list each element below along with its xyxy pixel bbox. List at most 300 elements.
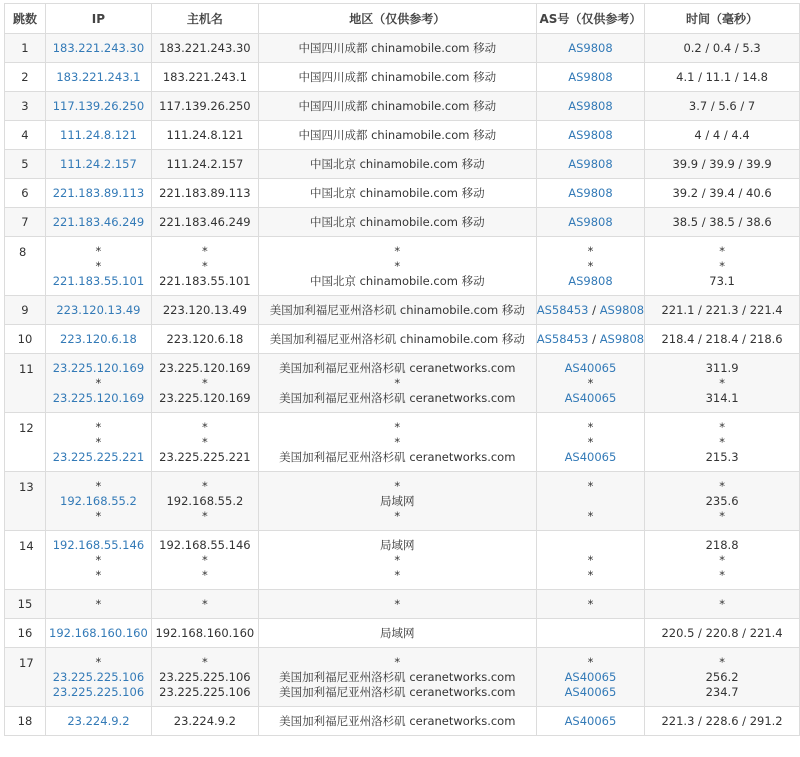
ip-star: * bbox=[95, 478, 102, 493]
ip-cell bbox=[45, 150, 151, 179]
hop-cell: 13 bbox=[5, 472, 46, 531]
time-text: 4 / 4 / 4.4 bbox=[694, 127, 750, 142]
table-header-row bbox=[5, 4, 800, 34]
region-cell bbox=[258, 150, 536, 179]
time-text: 0.2 / 0.4 / 5.3 bbox=[683, 40, 761, 55]
hostname-cell bbox=[151, 325, 258, 354]
hostname-text: 183.221.243.30 bbox=[159, 40, 251, 55]
region-cell bbox=[258, 208, 536, 237]
ip-star: * bbox=[95, 508, 102, 523]
ip-line bbox=[46, 450, 151, 465]
ip-cell bbox=[45, 531, 151, 590]
region-text: * bbox=[394, 375, 401, 390]
time-text: * bbox=[719, 552, 725, 567]
as-cell bbox=[536, 296, 644, 325]
as-cell bbox=[536, 590, 644, 619]
hostname-cell bbox=[151, 34, 258, 63]
as-link[interactable]: AS40065 bbox=[564, 669, 617, 684]
as-separator: / bbox=[588, 302, 600, 317]
region-text: * bbox=[394, 478, 401, 493]
as-line bbox=[537, 274, 644, 289]
as-star: * bbox=[587, 375, 594, 390]
ip-line bbox=[46, 157, 151, 172]
hop-cell: 16 bbox=[5, 619, 46, 648]
time-cell bbox=[645, 121, 800, 150]
table-row bbox=[5, 413, 800, 472]
hop-cell: 10 bbox=[5, 325, 46, 354]
hop-cell: 6 bbox=[5, 179, 46, 208]
hop-cell: 2 bbox=[5, 63, 46, 92]
as-line bbox=[537, 361, 644, 376]
as-cell bbox=[536, 648, 644, 707]
hop-cell: 17 bbox=[5, 648, 46, 707]
table-row bbox=[5, 237, 800, 296]
table-row bbox=[5, 531, 800, 590]
header-time: 时间（毫秒） bbox=[645, 4, 800, 34]
hostname-text: * bbox=[202, 508, 208, 523]
ip-star: * bbox=[95, 375, 102, 390]
time-text: 218.4 / 218.4 / 218.6 bbox=[661, 331, 783, 346]
time-cell bbox=[645, 472, 800, 531]
hostname-text: 23.225.225.106 bbox=[159, 684, 251, 699]
hop-cell: 3 bbox=[5, 92, 46, 121]
table-row bbox=[5, 208, 800, 237]
ip-cell bbox=[45, 34, 151, 63]
table-row bbox=[5, 648, 800, 707]
ip-link[interactable]: 221.183.55.101 bbox=[52, 273, 145, 288]
as-line bbox=[537, 670, 644, 685]
as-star: * bbox=[587, 596, 594, 611]
as-cell bbox=[536, 472, 644, 531]
as-line bbox=[537, 509, 644, 524]
time-text: 218.8 bbox=[705, 537, 739, 552]
time-cell bbox=[645, 63, 800, 92]
region-text: * bbox=[394, 567, 401, 582]
ip-link[interactable]: 23.225.225.221 bbox=[52, 449, 145, 464]
hop-cell: 9 bbox=[5, 296, 46, 325]
time-text: 256.2 bbox=[705, 669, 739, 684]
table-row bbox=[5, 179, 800, 208]
as-link[interactable]: AS58453 bbox=[536, 331, 589, 346]
hop-cell: 4 bbox=[5, 121, 46, 150]
time-text: 3.7 / 5.6 / 7 bbox=[688, 98, 756, 113]
header-ip: IP bbox=[45, 4, 151, 34]
as-line bbox=[537, 553, 644, 568]
region-cell bbox=[258, 648, 536, 707]
region-cell bbox=[258, 121, 536, 150]
as-line bbox=[537, 420, 644, 435]
as-link[interactable]: AS9808 bbox=[568, 98, 613, 113]
as-line bbox=[537, 494, 644, 509]
as-star: * bbox=[587, 243, 594, 258]
header-hostname: 主机名 bbox=[151, 4, 258, 34]
as-link[interactable]: AS9808 bbox=[599, 302, 645, 317]
ip-line bbox=[46, 494, 151, 509]
region-text: 局域网 bbox=[380, 625, 415, 640]
hop-cell: 18 bbox=[5, 707, 46, 736]
ip-line bbox=[46, 70, 151, 85]
as-line bbox=[537, 655, 644, 670]
time-text: * bbox=[719, 654, 725, 669]
as-star: * bbox=[587, 654, 594, 669]
hostname-cell bbox=[151, 63, 258, 92]
time-text: * bbox=[719, 567, 725, 582]
region-cell bbox=[258, 472, 536, 531]
region-text: * bbox=[394, 508, 401, 523]
time-text: 39.2 / 39.4 / 40.6 bbox=[672, 185, 772, 200]
time-text: 234.7 bbox=[705, 684, 739, 699]
hostname-text: 111.24.2.157 bbox=[166, 156, 244, 171]
ip-link[interactable]: 221.183.46.249 bbox=[52, 214, 145, 229]
as-link[interactable]: AS9808 bbox=[568, 273, 613, 288]
time-text: 215.3 bbox=[705, 449, 739, 464]
as-link[interactable]: AS40065 bbox=[564, 713, 617, 728]
as-line bbox=[537, 41, 644, 56]
ip-line bbox=[46, 303, 151, 318]
time-text: * bbox=[719, 596, 725, 611]
table-body bbox=[5, 34, 800, 736]
as-link[interactable]: AS9808 bbox=[568, 156, 613, 171]
as-link[interactable]: AS9808 bbox=[599, 331, 645, 346]
ip-star: * bbox=[95, 654, 102, 669]
as-line bbox=[537, 303, 644, 318]
as-link[interactable]: AS40065 bbox=[564, 684, 617, 699]
ip-cell bbox=[45, 179, 151, 208]
ip-link[interactable]: 223.120.13.49 bbox=[56, 302, 141, 317]
table-row bbox=[5, 296, 800, 325]
hostname-text: 117.139.26.250 bbox=[159, 98, 251, 113]
region-cell bbox=[258, 296, 536, 325]
as-separator: / bbox=[588, 331, 600, 346]
ip-link[interactable]: 111.24.2.157 bbox=[60, 156, 137, 171]
time-text: 221.3 / 228.6 / 291.2 bbox=[661, 713, 783, 728]
ip-line bbox=[46, 41, 151, 56]
ip-cell bbox=[45, 472, 151, 531]
as-link[interactable]: AS40065 bbox=[564, 449, 617, 464]
header-as: AS号（仅供参考） bbox=[536, 4, 644, 34]
hop-cell: 14 bbox=[5, 531, 46, 590]
ip-link[interactable]: 192.168.55.146 bbox=[52, 537, 145, 552]
as-cell bbox=[536, 707, 644, 736]
time-text: * bbox=[719, 508, 725, 523]
as-cell bbox=[536, 354, 644, 413]
as-line bbox=[537, 714, 644, 729]
region-text: 美国加利福尼亚州洛杉矶 ceranetworks.com bbox=[279, 390, 516, 405]
as-link[interactable]: AS9808 bbox=[568, 40, 613, 55]
as-link[interactable]: AS9808 bbox=[568, 185, 613, 200]
hop-cell: 15 bbox=[5, 590, 46, 619]
table-row bbox=[5, 619, 800, 648]
as-line bbox=[537, 70, 644, 85]
header-region: 地区（仅供参考） bbox=[258, 4, 536, 34]
time-cell bbox=[645, 325, 800, 354]
as-link[interactable]: AS9808 bbox=[568, 214, 613, 229]
ip-cell bbox=[45, 325, 151, 354]
ip-cell bbox=[45, 413, 151, 472]
ip-star: * bbox=[95, 434, 102, 449]
table-row bbox=[5, 63, 800, 92]
as-link[interactable]: AS40065 bbox=[564, 360, 617, 375]
ip-link[interactable]: 223.120.6.18 bbox=[60, 331, 137, 346]
as-line bbox=[537, 376, 644, 391]
hop-cell: 5 bbox=[5, 150, 46, 179]
hostname-text: * bbox=[202, 552, 208, 567]
region-text: 中国四川成都 chinamobile.com 移动 bbox=[298, 69, 497, 84]
as-star: * bbox=[587, 508, 594, 523]
hop-cell: 11 bbox=[5, 354, 46, 413]
ip-star: * bbox=[95, 567, 102, 582]
as-cell bbox=[536, 237, 644, 296]
as-link[interactable]: AS40065 bbox=[564, 390, 617, 405]
hostname-text: 23.224.9.2 bbox=[173, 713, 236, 728]
hostname-text: 223.120.13.49 bbox=[162, 302, 247, 317]
ip-line bbox=[46, 186, 151, 201]
ip-cell bbox=[45, 296, 151, 325]
as-line bbox=[537, 157, 644, 172]
time-cell bbox=[645, 150, 800, 179]
as-cell bbox=[536, 150, 644, 179]
ip-link[interactable]: 23.224.9.2 bbox=[67, 713, 130, 728]
as-line bbox=[537, 99, 644, 114]
as-line bbox=[537, 626, 644, 641]
region-text: 中国北京 chinamobile.com 移动 bbox=[309, 214, 485, 229]
table-row bbox=[5, 92, 800, 121]
ip-line bbox=[46, 99, 151, 114]
hostname-text: 192.168.55.2 bbox=[166, 493, 244, 508]
time-cell bbox=[645, 34, 800, 63]
hostname-text: 192.168.160.160 bbox=[155, 625, 255, 640]
as-star: * bbox=[587, 567, 594, 582]
ip-link[interactable]: 183.221.243.30 bbox=[52, 40, 145, 55]
hostname-cell bbox=[151, 619, 258, 648]
ip-link[interactable]: 117.139.26.250 bbox=[52, 98, 145, 113]
hostname-cell bbox=[151, 92, 258, 121]
as-line bbox=[537, 597, 644, 612]
hostname-cell bbox=[151, 648, 258, 707]
as-star: * bbox=[587, 478, 594, 493]
ip-link[interactable]: 111.24.8.121 bbox=[60, 127, 137, 142]
hostname-text: * bbox=[202, 478, 208, 493]
as-cell bbox=[536, 179, 644, 208]
ip-line bbox=[46, 215, 151, 230]
as-cell bbox=[536, 208, 644, 237]
as-cell bbox=[536, 619, 644, 648]
region-text: * bbox=[394, 552, 401, 567]
region-text: 美国加利福尼亚州洛杉矶 ceranetworks.com bbox=[279, 360, 516, 375]
hostname-cell bbox=[151, 208, 258, 237]
ip-link[interactable]: 23.225.225.106 bbox=[52, 684, 145, 699]
ip-link[interactable]: 23.225.120.169 bbox=[52, 360, 145, 375]
as-star: * bbox=[587, 419, 594, 434]
region-cell bbox=[258, 590, 536, 619]
hostname-cell bbox=[151, 150, 258, 179]
time-text: 235.6 bbox=[705, 493, 739, 508]
as-line bbox=[537, 568, 644, 583]
hop-cell: 7 bbox=[5, 208, 46, 237]
region-text: 中国北京 chinamobile.com 移动 bbox=[309, 185, 485, 200]
hop-cell: 1 bbox=[5, 34, 46, 63]
as-line bbox=[537, 685, 644, 700]
time-text: 314.1 bbox=[705, 390, 739, 405]
as-line bbox=[537, 538, 644, 553]
time-cell bbox=[645, 237, 800, 296]
region-cell bbox=[258, 619, 536, 648]
time-text: 39.9 / 39.9 / 39.9 bbox=[672, 156, 772, 171]
as-cell bbox=[536, 92, 644, 121]
as-cell bbox=[536, 325, 644, 354]
table-row bbox=[5, 354, 800, 413]
region-text: * bbox=[394, 654, 401, 669]
hostname-text: 221.183.46.249 bbox=[159, 214, 251, 229]
time-text: 221.1 / 221.3 / 221.4 bbox=[661, 302, 783, 317]
region-cell bbox=[258, 325, 536, 354]
ip-cell bbox=[45, 707, 151, 736]
region-cell bbox=[258, 707, 536, 736]
ip-line bbox=[46, 685, 151, 700]
ip-line bbox=[46, 538, 151, 553]
time-text: 4.1 / 11.1 / 14.8 bbox=[676, 69, 768, 84]
as-line bbox=[537, 391, 644, 406]
hostname-cell bbox=[151, 354, 258, 413]
as-line bbox=[537, 186, 644, 201]
as-cell bbox=[536, 413, 644, 472]
hostname-cell bbox=[151, 413, 258, 472]
ip-line bbox=[46, 361, 151, 376]
hostname-text: 221.183.55.101 bbox=[159, 273, 251, 288]
ip-link[interactable]: 23.225.120.169 bbox=[52, 390, 145, 405]
as-line bbox=[537, 479, 644, 494]
hop-cell: 12 bbox=[5, 413, 46, 472]
as-star: * bbox=[587, 434, 594, 449]
ip-cell bbox=[45, 121, 151, 150]
hostname-text: 192.168.55.146 bbox=[159, 537, 251, 552]
region-cell bbox=[258, 531, 536, 590]
as-link[interactable]: AS9808 bbox=[568, 69, 613, 84]
time-text: 38.5 / 38.5 / 38.6 bbox=[672, 214, 772, 229]
hostname-cell bbox=[151, 179, 258, 208]
header-hop: 跳数 bbox=[5, 4, 46, 34]
ip-cell bbox=[45, 208, 151, 237]
ip-link[interactable]: 23.225.225.106 bbox=[52, 669, 145, 684]
region-cell bbox=[258, 63, 536, 92]
ip-cell bbox=[45, 354, 151, 413]
time-cell bbox=[645, 354, 800, 413]
region-text: 中国四川成都 chinamobile.com 移动 bbox=[298, 98, 497, 113]
table-row bbox=[5, 707, 800, 736]
region-cell bbox=[258, 179, 536, 208]
table-row bbox=[5, 150, 800, 179]
region-text: 中国四川成都 chinamobile.com 移动 bbox=[298, 127, 497, 142]
ip-cell bbox=[45, 590, 151, 619]
region-text: * bbox=[394, 419, 401, 434]
ip-link[interactable]: 192.168.55.2 bbox=[60, 493, 137, 508]
as-link[interactable]: AS58453 bbox=[536, 302, 589, 317]
region-text: * bbox=[394, 434, 401, 449]
hostname-text: * bbox=[202, 596, 208, 611]
time-text: 73.1 bbox=[709, 273, 735, 288]
ip-link[interactable]: 221.183.89.113 bbox=[52, 185, 145, 200]
as-link[interactable]: AS9808 bbox=[568, 127, 613, 142]
hostname-cell bbox=[151, 590, 258, 619]
ip-line bbox=[46, 274, 151, 289]
as-line bbox=[537, 450, 644, 465]
time-cell bbox=[645, 92, 800, 121]
ip-cell bbox=[45, 619, 151, 648]
region-cell bbox=[258, 92, 536, 121]
hostname-text: 183.221.243.1 bbox=[162, 69, 247, 84]
table-row bbox=[5, 121, 800, 150]
ip-line bbox=[46, 670, 151, 685]
as-line bbox=[537, 259, 644, 274]
region-text: 美国加利福尼亚州洛杉矶 chinamobile.com 移动 bbox=[269, 331, 525, 346]
ip-link[interactable]: 192.168.160.160 bbox=[49, 625, 148, 640]
ip-line bbox=[46, 128, 151, 143]
ip-cell bbox=[45, 648, 151, 707]
region-text: * bbox=[394, 596, 401, 611]
ip-cell bbox=[45, 92, 151, 121]
time-text: 220.5 / 220.8 / 221.4 bbox=[661, 625, 783, 640]
hostname-cell bbox=[151, 472, 258, 531]
traceroute-table bbox=[4, 3, 800, 736]
as-line bbox=[537, 215, 644, 230]
region-text: 局域网 bbox=[380, 537, 415, 552]
region-cell bbox=[258, 34, 536, 63]
region-text: * bbox=[394, 258, 401, 273]
time-text: * bbox=[719, 434, 725, 449]
as-cell bbox=[536, 531, 644, 590]
ip-star: * bbox=[95, 552, 102, 567]
as-star: * bbox=[587, 258, 594, 273]
hostname-text: 221.183.89.113 bbox=[159, 185, 251, 200]
region-cell bbox=[258, 237, 536, 296]
hostname-cell bbox=[151, 121, 258, 150]
region-text: 美国加利福尼亚州洛杉矶 ceranetworks.com bbox=[279, 669, 516, 684]
ip-line bbox=[46, 332, 151, 347]
hostname-text: 111.24.8.121 bbox=[166, 127, 244, 142]
ip-cell bbox=[45, 63, 151, 92]
as-line bbox=[537, 128, 644, 143]
region-text: 中国北京 chinamobile.com 移动 bbox=[309, 156, 485, 171]
time-cell bbox=[645, 179, 800, 208]
region-text: * bbox=[394, 243, 401, 258]
time-cell bbox=[645, 619, 800, 648]
hostname-text: * bbox=[202, 434, 208, 449]
time-cell bbox=[645, 590, 800, 619]
ip-star: * bbox=[95, 258, 102, 273]
hostname-text: 23.225.120.169 bbox=[159, 390, 251, 405]
as-cell bbox=[536, 121, 644, 150]
hostname-text: * bbox=[202, 567, 208, 582]
hostname-cell bbox=[151, 707, 258, 736]
time-cell bbox=[645, 648, 800, 707]
hostname-text: * bbox=[202, 258, 208, 273]
time-text: * bbox=[719, 243, 725, 258]
region-cell bbox=[258, 413, 536, 472]
hostname-cell bbox=[151, 296, 258, 325]
hostname-text: * bbox=[202, 419, 208, 434]
ip-line bbox=[46, 626, 151, 641]
as-star: * bbox=[587, 552, 594, 567]
ip-star: * bbox=[95, 596, 102, 611]
as-line bbox=[537, 244, 644, 259]
table-row bbox=[5, 34, 800, 63]
time-text: 311.9 bbox=[705, 360, 739, 375]
hostname-text: * bbox=[202, 243, 208, 258]
table-row bbox=[5, 325, 800, 354]
ip-link[interactable]: 183.221.243.1 bbox=[56, 69, 141, 84]
region-cell bbox=[258, 354, 536, 413]
time-cell bbox=[645, 531, 800, 590]
